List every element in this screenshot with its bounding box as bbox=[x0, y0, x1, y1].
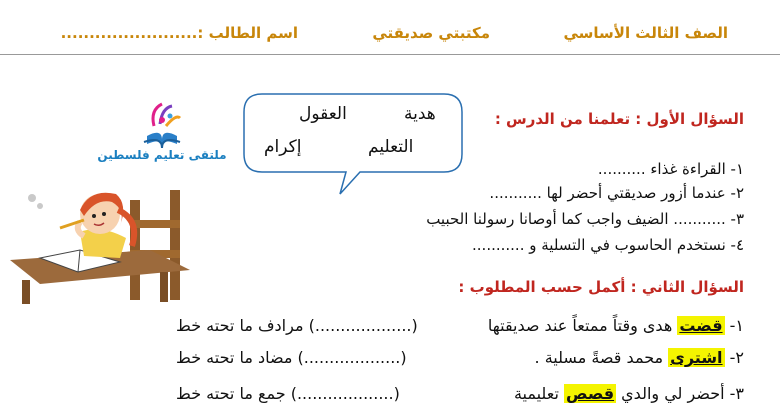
row-sentence: محمد قصةً مسلية . bbox=[534, 348, 669, 367]
row-prefix: ١- bbox=[724, 316, 744, 335]
question-1-item: ٤- نستخدم الحاسوب في التسلية و ........... bbox=[472, 236, 744, 254]
question-2-row bbox=[514, 384, 744, 403]
word-bank-item: هدية bbox=[404, 104, 436, 124]
question-2-row bbox=[488, 316, 744, 335]
row-sentence: تعليمية bbox=[513, 384, 564, 403]
girl-reading-icon bbox=[0, 180, 200, 306]
highlighted-word: قضت bbox=[679, 316, 723, 335]
grade-label: الصف الثالث الأساسي bbox=[563, 24, 728, 42]
row-prefix: ٢- bbox=[724, 348, 744, 367]
question-2-row bbox=[535, 348, 744, 367]
question-2-title: السؤال الثاني : أكمل حسب المطلوب : bbox=[458, 278, 744, 296]
row-sentence: هدى وقتاً ممتعاً عند صديقتها bbox=[487, 316, 678, 335]
logo bbox=[92, 98, 232, 178]
header-divider bbox=[0, 54, 780, 55]
question-2-answer[interactable]: (...................) جمع ما تحته خط bbox=[176, 384, 400, 403]
logo-text: ملتقى تعليم فلسطين bbox=[97, 148, 227, 162]
question-2-answer[interactable]: (...................) مضاد ما تحته خط bbox=[176, 348, 407, 367]
row-prefix: ٣- أحضر لي والدي bbox=[616, 384, 744, 403]
lesson-title: مكتبتي صديقتي bbox=[372, 24, 490, 42]
word-bank-bubble bbox=[242, 92, 464, 176]
highlighted-word: اشترى bbox=[670, 348, 723, 367]
question-2-answer[interactable]: (...................) مرادف ما تحته خط bbox=[176, 316, 418, 335]
question-1-item: ٢- عندما أزور صديقتي أحضر لها ........... bbox=[489, 184, 744, 202]
question-1-item: ١- القراءة غذاء .......... bbox=[597, 160, 744, 178]
book-logo-icon bbox=[92, 98, 232, 148]
student-name-field[interactable]: اسم الطالب :........................ bbox=[60, 24, 298, 42]
word-bank-item: إكرام bbox=[264, 137, 302, 157]
word-bank-item: العقول bbox=[299, 104, 347, 124]
reading-girl-illustration bbox=[0, 180, 200, 306]
highlighted-word: قصص bbox=[565, 384, 615, 403]
word-bank-item: التعليم bbox=[368, 137, 414, 157]
question-1-item: ٣- ........... الضيف واجب كما أوصانا رسولنا الحبيب bbox=[426, 210, 744, 228]
question-1-title: السؤال الأول : تعلمنا من الدرس : bbox=[494, 110, 744, 128]
